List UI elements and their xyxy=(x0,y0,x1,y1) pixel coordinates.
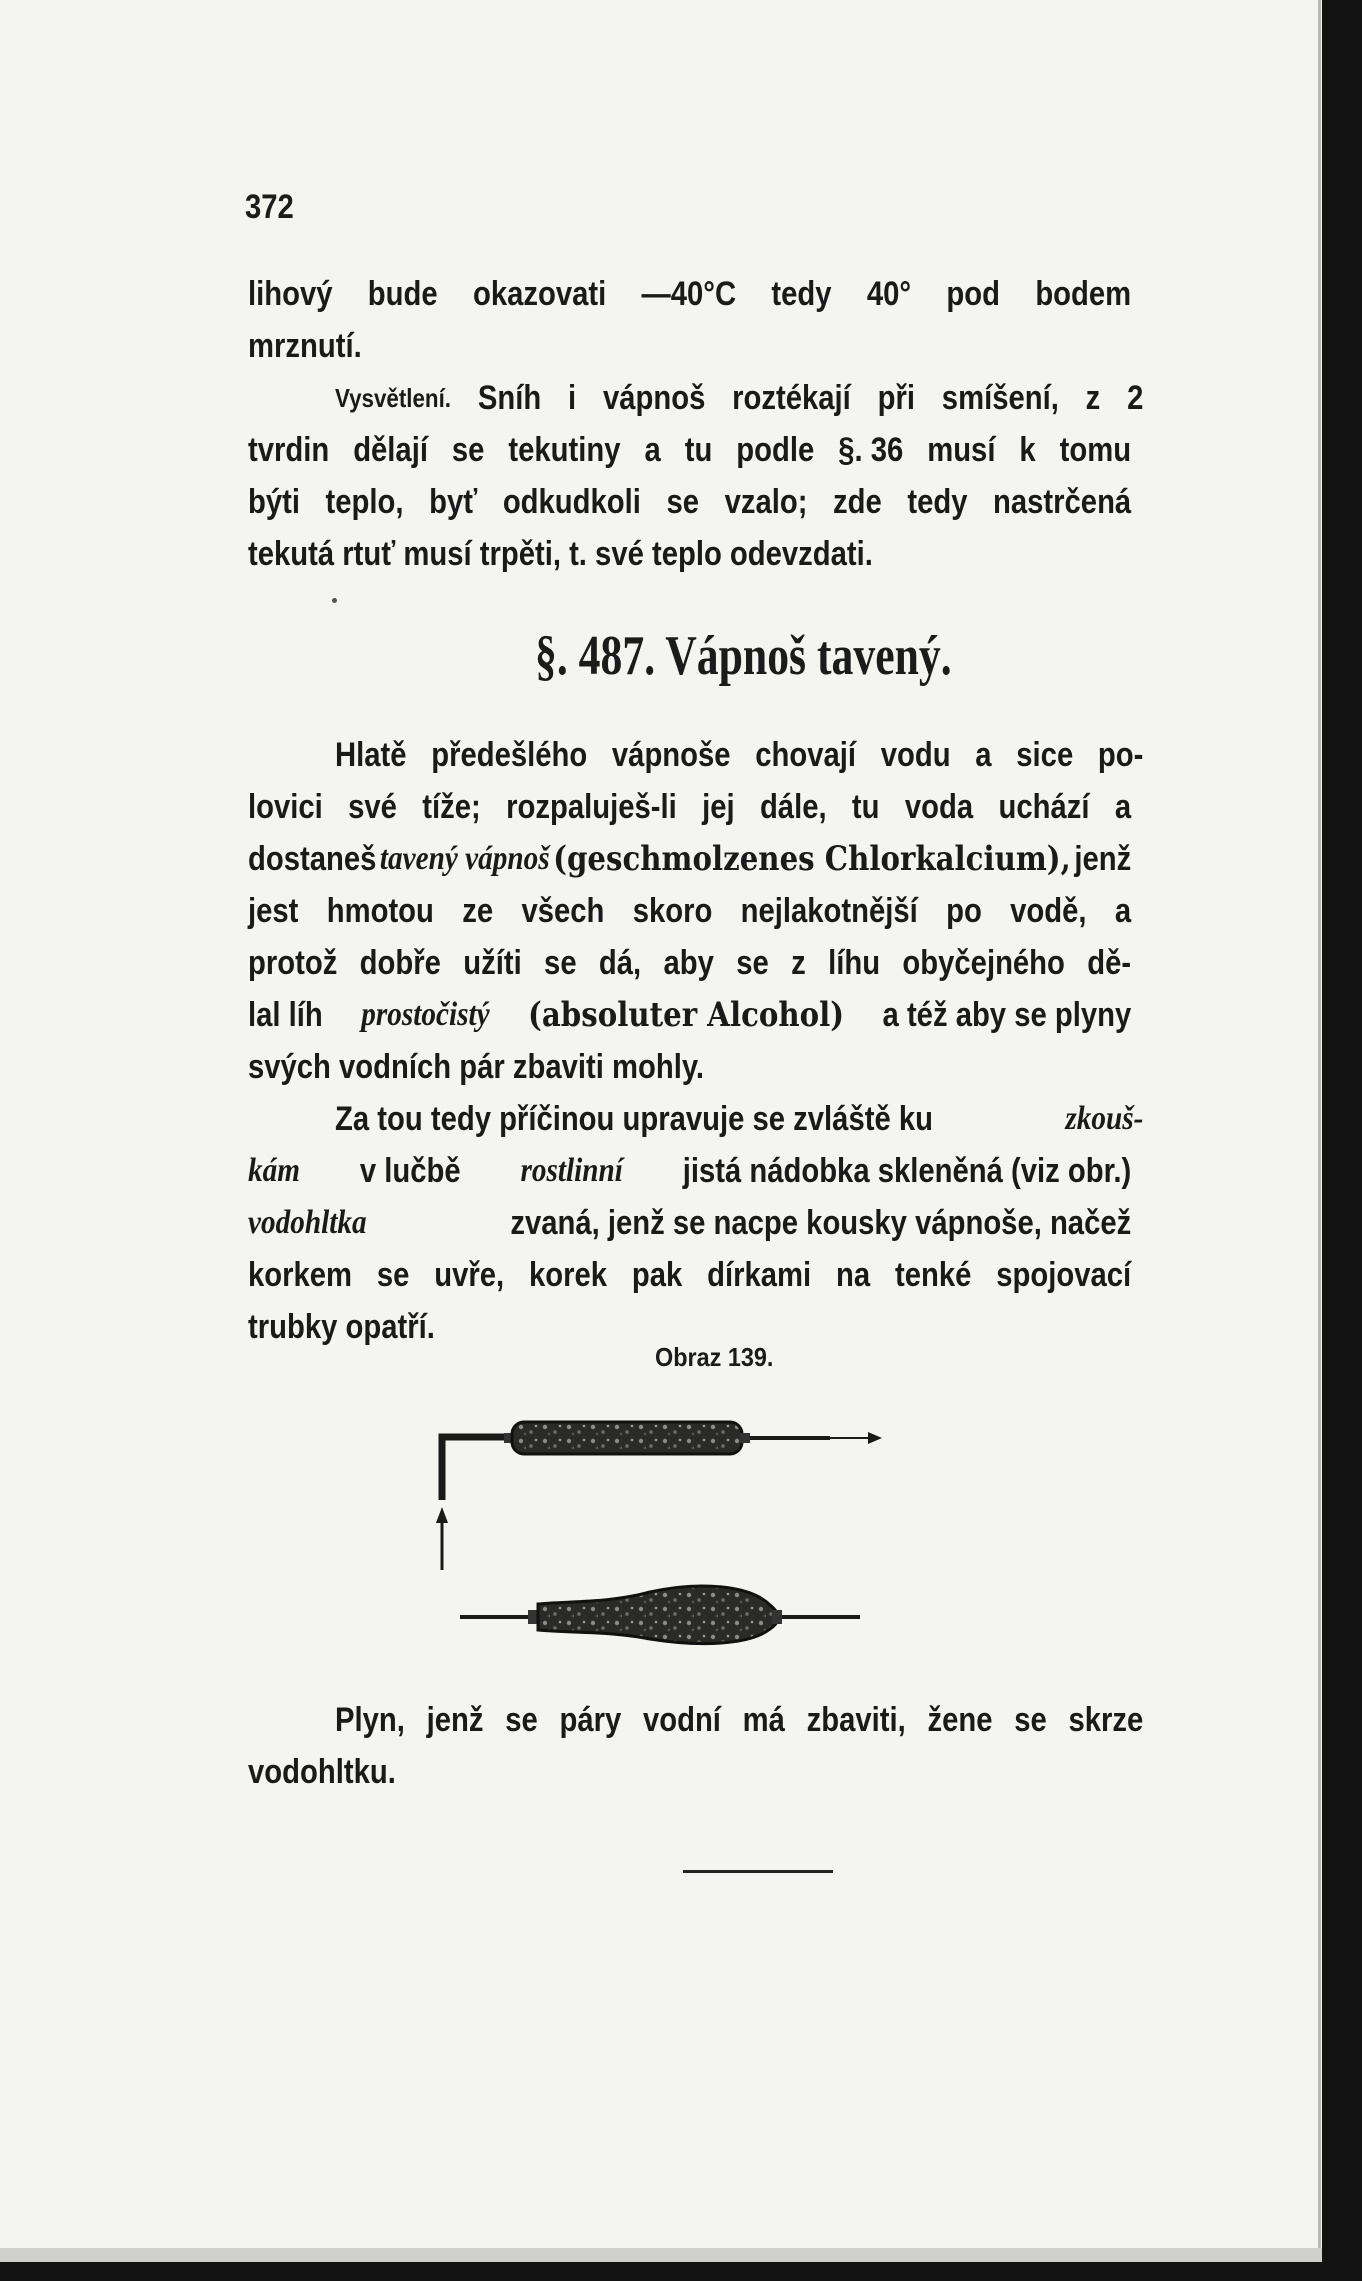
word: z xyxy=(1085,379,1101,417)
word: vodě, xyxy=(1010,892,1087,930)
text-line: tekutá rtuť musí trpěti, t. své teplo odevzdati. xyxy=(248,535,873,573)
text-span: lal líh xyxy=(248,996,323,1034)
scan-edge-right xyxy=(1322,0,1362,2281)
word: dě- xyxy=(1087,944,1132,982)
text-line xyxy=(335,1099,1143,1139)
bent-inlet-pipe xyxy=(442,1437,508,1500)
word: líhu xyxy=(828,944,881,982)
word: dírkami xyxy=(707,1256,812,1294)
german-term: (geschmolzenes Chlorkalcium), xyxy=(553,839,1071,879)
word: odkudkoli xyxy=(502,483,641,521)
word: byť xyxy=(429,483,478,521)
italic-term: tavený vápnoš xyxy=(379,840,550,877)
word: nejlakotnější xyxy=(740,892,918,930)
word: roztékají xyxy=(732,379,851,417)
word: korek xyxy=(529,1256,608,1294)
word: tvrdin xyxy=(248,431,330,469)
word: tedy xyxy=(771,275,832,313)
word: jenž xyxy=(426,1701,484,1739)
italic-term: vodohltka xyxy=(248,1204,367,1241)
text-span: dostaneš xyxy=(248,840,377,878)
word: vodní xyxy=(642,1701,721,1739)
text-line xyxy=(248,274,1131,314)
text-line xyxy=(248,787,1131,827)
word: dále, xyxy=(759,788,827,826)
word: chovají xyxy=(755,736,857,774)
drying-tube-figure xyxy=(420,1395,1140,1655)
word: sice xyxy=(1016,736,1074,774)
italic-term: kám xyxy=(248,1152,300,1189)
word: obyčejného xyxy=(902,944,1065,982)
word: tedy xyxy=(907,483,968,521)
page-gutter-line xyxy=(1318,0,1321,2281)
word: jest xyxy=(248,892,299,930)
word: všech xyxy=(521,892,605,930)
text-span: v lučbě xyxy=(359,1152,461,1190)
word: a xyxy=(1114,892,1132,930)
word: vodu xyxy=(880,736,951,774)
bulb-body xyxy=(538,1586,778,1644)
word: hmotou xyxy=(326,892,434,930)
straight-drying-tube xyxy=(436,1422,882,1570)
text-line xyxy=(248,891,1131,931)
text-line: vodohltku. xyxy=(248,1753,396,1791)
word: i xyxy=(568,379,577,417)
outlet-cork xyxy=(740,1433,750,1443)
word: na xyxy=(836,1256,871,1294)
word: tu xyxy=(684,431,713,469)
word: tíže; xyxy=(422,788,481,826)
text-line: svých vodních pár zbaviti mohly. xyxy=(248,1048,705,1086)
ink-speck xyxy=(332,598,337,603)
text-span: jistá nádobka skleněná (viz obr.) xyxy=(682,1152,1132,1190)
word: a xyxy=(975,736,992,774)
word: po- xyxy=(1097,736,1144,774)
word: se xyxy=(544,944,577,982)
bulb-outlet-cork xyxy=(772,1610,782,1624)
german-term: (absoluter Alcohol) xyxy=(528,995,845,1035)
explanation-label: Vysvětlení. xyxy=(335,383,452,413)
word: bodem xyxy=(1035,275,1132,313)
arrow-head-right xyxy=(868,1432,882,1444)
word: musí xyxy=(927,431,996,469)
word: rozpaluješ-li xyxy=(506,788,677,826)
word: nastrčená xyxy=(993,483,1132,521)
word: páry xyxy=(559,1701,622,1739)
word: protož xyxy=(248,944,338,982)
text-line xyxy=(248,482,1131,522)
text-span: zvaná, jenž se nacpe kousky vápnoše, načež xyxy=(510,1204,1132,1242)
word: ze xyxy=(462,892,494,930)
word: pod xyxy=(946,275,1001,313)
word: po xyxy=(946,892,982,930)
word: skoro xyxy=(632,892,713,930)
word: tekutiny xyxy=(508,431,621,469)
word: 40° xyxy=(866,275,912,313)
text-span: jenž xyxy=(1074,840,1132,878)
word: okazovati xyxy=(472,275,607,313)
word: z xyxy=(791,944,806,982)
word: se xyxy=(376,1256,410,1294)
page-number: 372 xyxy=(245,188,294,226)
text-span: Za tou tedy příčinou upravuje se zvláště ku xyxy=(335,1100,933,1138)
end-rule xyxy=(683,1870,833,1873)
word: a xyxy=(1114,788,1132,826)
word: při xyxy=(877,379,915,417)
word: tomu xyxy=(1059,431,1132,469)
section-heading: §. 487. Vápnoš tavený. xyxy=(535,625,952,687)
word: se xyxy=(1014,1701,1047,1739)
word: jej xyxy=(702,788,735,826)
text-line xyxy=(335,378,1143,418)
text-line xyxy=(248,1151,1131,1191)
word: lihový xyxy=(248,275,333,313)
word: se xyxy=(451,431,485,469)
word: §. 36 xyxy=(838,431,904,469)
word: se xyxy=(505,1701,538,1739)
text-line xyxy=(248,839,1131,879)
word: vápnoš xyxy=(602,379,706,417)
figure-caption: Obraz 139. xyxy=(655,1342,774,1372)
word: spojovací xyxy=(996,1256,1132,1294)
word: užíti xyxy=(463,944,522,982)
word: Sníh xyxy=(477,379,542,417)
word: zde xyxy=(833,483,882,521)
word: vápnoše xyxy=(611,736,731,774)
text-line xyxy=(335,735,1143,775)
word: žene xyxy=(927,1701,993,1739)
italic-term: rostlinní xyxy=(520,1152,623,1189)
word: tu xyxy=(851,788,880,826)
word: lovici xyxy=(248,788,323,826)
text-span: a též aby se plyny xyxy=(882,996,1132,1034)
text-line xyxy=(248,995,1131,1035)
word: dá, xyxy=(598,944,642,982)
word: předešlého xyxy=(431,736,588,774)
arrow-head-up xyxy=(436,1507,448,1523)
text-line: trubky opatří. xyxy=(248,1308,435,1346)
word: se xyxy=(736,944,769,982)
word: vzalo; xyxy=(724,483,808,521)
word: Plyn, xyxy=(335,1701,405,1739)
word: tenké xyxy=(895,1256,972,1294)
word: dělají xyxy=(353,431,428,469)
word: pak xyxy=(631,1256,683,1294)
word: aby xyxy=(663,944,714,982)
word: voda xyxy=(904,788,974,826)
word: bude xyxy=(367,275,438,313)
italic-term: prostočistý xyxy=(361,996,490,1033)
word: podle xyxy=(736,431,815,469)
word: a xyxy=(644,431,661,469)
word: býti xyxy=(248,483,300,521)
italic-term: zkouš- xyxy=(1065,1100,1144,1137)
bulb-drying-tube xyxy=(460,1586,860,1644)
text-line: mrznutí. xyxy=(248,327,362,365)
word: své xyxy=(348,788,397,826)
tube-body xyxy=(512,1422,742,1454)
word: 2 xyxy=(1127,379,1144,417)
word: smíšení, xyxy=(941,379,1059,417)
text-line xyxy=(248,1255,1131,1295)
word: zbaviti, xyxy=(806,1701,906,1739)
word: korkem xyxy=(248,1256,353,1294)
word: se xyxy=(666,483,700,521)
word: Hlatě xyxy=(335,736,407,774)
text-line xyxy=(248,943,1131,983)
word: dobře xyxy=(359,944,441,982)
word: —40°C xyxy=(641,275,737,313)
word: uchází xyxy=(998,788,1090,826)
scan-edge-bottom-strip xyxy=(0,2248,1322,2262)
word: teplo, xyxy=(325,483,404,521)
word: má xyxy=(742,1701,785,1739)
word: uvře, xyxy=(434,1256,505,1294)
text-line xyxy=(248,1203,1131,1243)
word: k xyxy=(1019,431,1036,469)
word: skrze xyxy=(1068,1701,1144,1739)
text-line xyxy=(248,430,1131,470)
text-line xyxy=(335,1700,1143,1740)
scan-edge-bottom xyxy=(0,2262,1362,2281)
